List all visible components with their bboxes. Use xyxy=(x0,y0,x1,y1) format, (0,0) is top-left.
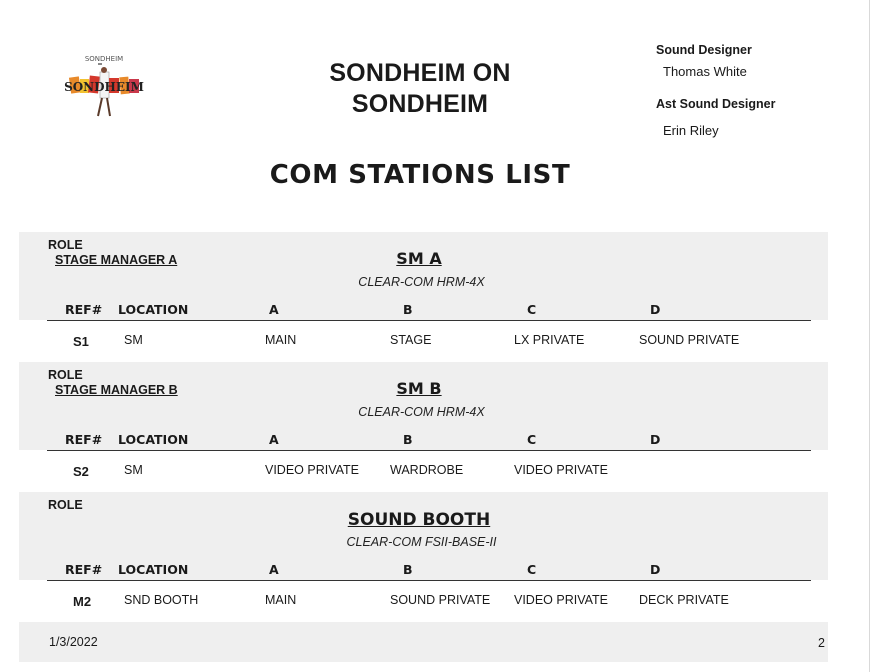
row-ref: S2 xyxy=(73,464,89,479)
row-location: SM xyxy=(124,333,143,347)
row-channel-c: VIDEO PRIVATE xyxy=(514,593,609,607)
col-header-b: B xyxy=(403,302,413,317)
credit-name-sound-designer: Thomas White xyxy=(663,64,747,79)
role-name: STAGE MANAGER A xyxy=(55,253,178,267)
col-header-ref: REF# xyxy=(65,432,103,447)
show-logo-art xyxy=(64,52,144,122)
row-channel-c: LX PRIVATE xyxy=(514,333,585,347)
row-channel-b: WARDROBE xyxy=(390,463,464,477)
row-channel-a: MAIN xyxy=(265,593,297,607)
station-model: CLEAR-COM HRM-4X xyxy=(358,275,485,289)
col-header-a: A xyxy=(269,562,279,577)
station-model: CLEAR-COM FSII-BASE-II xyxy=(346,535,497,549)
row-channel-a: VIDEO PRIVATE xyxy=(265,463,360,477)
row-channel-b: STAGE xyxy=(390,333,432,347)
col-header-ref: REF# xyxy=(65,562,103,577)
show-title xyxy=(310,58,530,120)
station-name: SM A xyxy=(396,249,442,268)
page-number: 2 xyxy=(818,636,825,650)
col-header-c: C xyxy=(527,302,537,317)
role-label: ROLE xyxy=(48,238,83,252)
row-ref: S1 xyxy=(73,334,89,349)
header-rule xyxy=(47,450,811,451)
col-header-location: LOCATION xyxy=(118,562,189,577)
col-header-a: A xyxy=(269,302,279,317)
col-header-c: C xyxy=(527,562,537,577)
col-header-ref: REF# xyxy=(65,302,103,317)
col-header-b: B xyxy=(403,562,413,577)
credit-label-sound-designer: Sound Designer xyxy=(656,43,752,57)
role-label: ROLE xyxy=(48,498,83,512)
col-header-a: A xyxy=(269,432,279,447)
row-location: SM xyxy=(124,463,143,477)
footer-band xyxy=(19,622,828,662)
role-name: STAGE MANAGER B xyxy=(55,383,178,397)
row-channel-b: SOUND PRIVATE xyxy=(390,593,491,607)
show-logo xyxy=(64,52,144,122)
col-header-location: LOCATION xyxy=(118,432,189,447)
header-rule xyxy=(47,320,811,321)
credit-name-ast-sound-designer: Erin Riley xyxy=(663,123,719,138)
col-header-c: C xyxy=(527,432,537,447)
logo-small-text: SONDHEIM xyxy=(84,55,124,63)
row-channel-d: SOUND PRIVATE xyxy=(639,333,740,347)
station-name: SOUND BOOTH xyxy=(347,510,491,530)
row-channel-c: VIDEO PRIVATE xyxy=(514,463,609,477)
show-title-line2: SONDHEIM xyxy=(351,90,489,118)
row-channel-d: DECK PRIVATE xyxy=(639,593,729,607)
station-name: SM B xyxy=(396,379,442,398)
col-header-d: D xyxy=(650,302,661,317)
col-header-d: D xyxy=(650,432,661,447)
row-location: SND BOOTH xyxy=(124,593,199,607)
document-title: COM STATIONS LIST xyxy=(269,160,571,190)
logo-main-text: SONDHEIM xyxy=(64,80,144,94)
col-header-b: B xyxy=(403,432,413,447)
role-label: ROLE xyxy=(48,368,83,382)
credit-label-ast-sound-designer: Ast Sound Designer xyxy=(656,97,776,111)
station-model: CLEAR-COM HRM-4X xyxy=(358,405,485,419)
header-rule xyxy=(47,580,811,581)
footer-date: 1/3/2022 xyxy=(49,635,98,649)
col-header-d: D xyxy=(650,562,661,577)
show-title-line1: SONDHEIM ON xyxy=(329,59,511,87)
row-ref: M2 xyxy=(73,594,92,609)
col-header-location: LOCATION xyxy=(118,302,189,317)
row-channel-a: MAIN xyxy=(265,333,297,347)
